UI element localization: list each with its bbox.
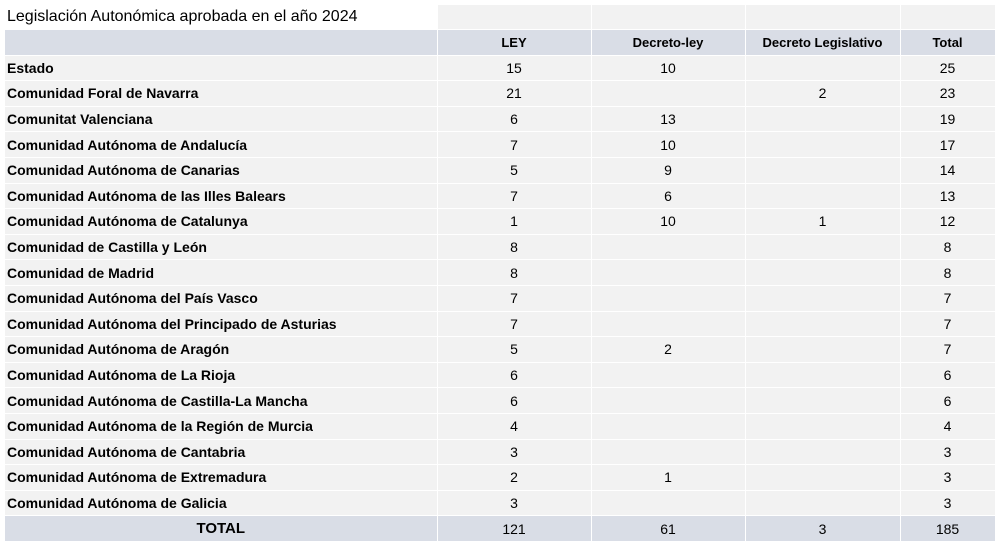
totals-total-cell: 185 [900,516,995,542]
decreto-legislativo-cell [745,183,900,209]
table-row [5,209,995,235]
decreto-ley-cell: 1 [591,465,745,491]
total-cell: 7 [900,285,995,311]
row-name-cell: Comunidad de Castilla y León [5,234,437,260]
table-row [5,260,995,286]
totals-row-name-cell: TOTAL [5,516,437,542]
total-cell: 8 [900,234,995,260]
total-cell: 3 [900,465,995,491]
decreto-ley-cell [591,413,745,439]
total-cell: 7 [900,311,995,337]
title-row-cell [745,5,900,30]
decreto-ley-cell [591,81,745,107]
decreto-ley-cell: 13 [591,106,745,132]
decreto-ley-cell [591,311,745,337]
decreto-ley-cell [591,285,745,311]
table-row [5,337,995,363]
table-row [5,362,995,388]
decreto-legislativo-cell [745,260,900,286]
row-name-cell: Comunidad Autónoma de Castilla-La Mancha [5,388,437,414]
row-name-cell: Comunidad Autónoma del País Vasco [5,285,437,311]
row-name-cell: Comunidad Autónoma de Aragón [5,337,437,363]
total-cell: 13 [900,183,995,209]
decreto-ley-cell [591,260,745,286]
row-name-cell: Comunidad Autónoma de Andalucía [5,132,437,158]
ley-cell: 3 [437,439,591,465]
header-decreto-ley: Decreto-ley [591,30,745,56]
ley-cell: 1 [437,209,591,235]
table-row [5,311,995,337]
row-name-cell: Comunidad Autónoma de Canarias [5,157,437,183]
row-name-cell: Comunidad Foral de Navarra [5,81,437,107]
decreto-legislativo-cell [745,465,900,491]
decreto-ley-cell: 10 [591,132,745,158]
total-cell: 3 [900,439,995,465]
decreto-ley-cell [591,234,745,260]
ley-cell: 7 [437,183,591,209]
table-row [5,465,995,491]
ley-cell: 5 [437,157,591,183]
ley-cell: 6 [437,388,591,414]
ley-cell: 7 [437,311,591,337]
legislation-sheet [5,5,995,542]
decreto-ley-cell: 10 [591,55,745,81]
decreto-ley-cell: 10 [591,209,745,235]
title-row-cell [437,5,591,30]
decreto-legislativo-cell: 2 [745,81,900,107]
total-cell: 3 [900,490,995,516]
table-row [5,106,995,132]
row-name-cell: Comunidad Autónoma de Extremadura [5,465,437,491]
decreto-legislativo-cell [745,106,900,132]
ley-cell: 21 [437,81,591,107]
decreto-ley-cell [591,388,745,414]
total-cell: 17 [900,132,995,158]
decreto-legislativo-cell [745,362,900,388]
ley-cell: 8 [437,234,591,260]
ley-cell: 6 [437,106,591,132]
totals-row [5,516,995,542]
ley-cell: 15 [437,55,591,81]
totals-ley-cell: 121 [437,516,591,542]
total-cell: 25 [900,55,995,81]
decreto-legislativo-cell: 1 [745,209,900,235]
total-cell: 19 [900,106,995,132]
header-name [5,30,437,56]
ley-cell: 5 [437,337,591,363]
decreto-legislativo-cell [745,157,900,183]
ley-cell: 4 [437,413,591,439]
total-cell: 14 [900,157,995,183]
header-row [5,30,995,56]
row-name-cell: Comunidad Autónoma de La Rioja [5,362,437,388]
ley-cell: 6 [437,362,591,388]
decreto-legislativo-cell [745,337,900,363]
table-title: Legislación Autonómica aprobada en el año 2024 [5,5,437,30]
ley-cell: 8 [437,260,591,286]
total-cell: 12 [900,209,995,235]
row-name-cell: Comunidad Autónoma de Catalunya [5,209,437,235]
table-row [5,388,995,414]
row-name-cell: Comunidad Autónoma de la Región de Murcia [5,413,437,439]
decreto-ley-cell [591,439,745,465]
row-name-cell: Comunidad Autónoma de Galicia [5,490,437,516]
decreto-ley-cell: 6 [591,183,745,209]
table-row [5,157,995,183]
total-cell: 4 [900,413,995,439]
row-name-cell: Comunitat Valenciana [5,106,437,132]
total-cell: 8 [900,260,995,286]
legislation-table [5,5,996,542]
table-row [5,132,995,158]
totals-decreto-ley-cell: 61 [591,516,745,542]
header-ley: LEY [437,30,591,56]
table-row [5,55,995,81]
decreto-ley-cell: 2 [591,337,745,363]
decreto-legislativo-cell [745,285,900,311]
total-cell: 23 [900,81,995,107]
decreto-legislativo-cell [745,132,900,158]
table-row [5,490,995,516]
row-name-cell: Comunidad Autónoma de Cantabria [5,439,437,465]
table-row [5,285,995,311]
ley-cell: 3 [437,490,591,516]
table-row [5,413,995,439]
title-row [5,5,995,30]
decreto-legislativo-cell [745,234,900,260]
decreto-ley-cell [591,490,745,516]
ley-cell: 7 [437,132,591,158]
header-total: Total [900,30,995,56]
decreto-legislativo-cell [745,311,900,337]
total-cell: 6 [900,388,995,414]
decreto-ley-cell [591,362,745,388]
total-cell: 6 [900,362,995,388]
decreto-legislativo-cell [745,490,900,516]
title-row-cell [900,5,995,30]
decreto-legislativo-cell [745,55,900,81]
header-decreto-legislativo: Decreto Legislativo [745,30,900,56]
decreto-legislativo-cell [745,439,900,465]
row-name-cell: Comunidad Autónoma del Principado de Asturias [5,311,437,337]
ley-cell: 7 [437,285,591,311]
decreto-ley-cell: 9 [591,157,745,183]
table-row [5,234,995,260]
totals-decreto-legislativo-cell: 3 [745,516,900,542]
table-row [5,183,995,209]
row-name-cell: Estado [5,55,437,81]
ley-cell: 2 [437,465,591,491]
total-cell: 7 [900,337,995,363]
decreto-legislativo-cell [745,388,900,414]
title-row-cell [591,5,745,30]
decreto-legislativo-cell [745,413,900,439]
row-name-cell: Comunidad de Madrid [5,260,437,286]
table-row [5,81,995,107]
table-row [5,439,995,465]
row-name-cell: Comunidad Autónoma de las Illes Balears [5,183,437,209]
